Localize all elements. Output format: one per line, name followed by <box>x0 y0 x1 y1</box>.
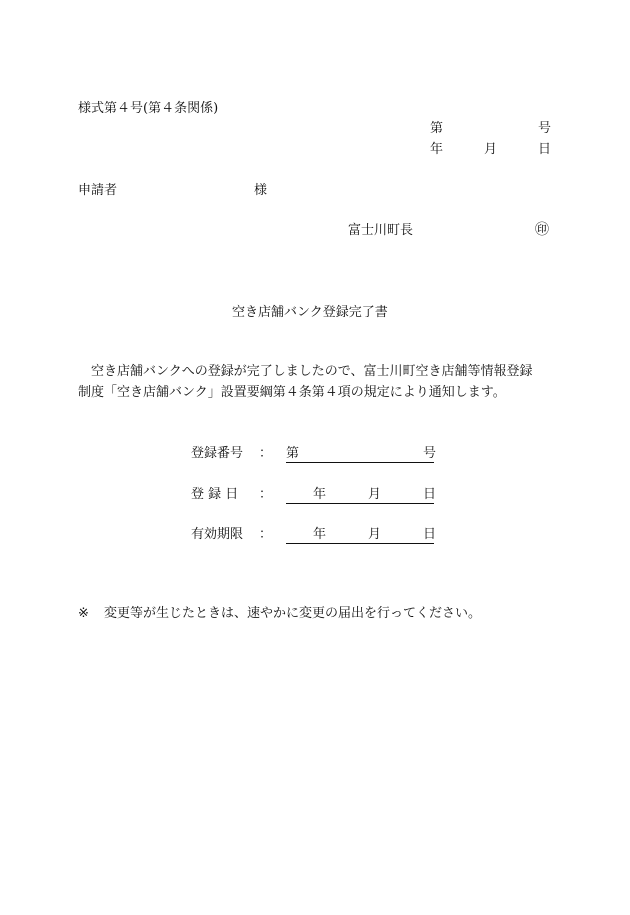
expiry-date-colon: ： <box>259 527 273 542</box>
registration-date-year: 年 <box>313 487 327 502</box>
registration-number-label: 登録番号 <box>191 446 244 461</box>
registration-date-label: 登 録 日 <box>191 487 239 502</box>
expiry-date-label: 有効期限 <box>191 527 244 542</box>
number-prefix: 第 <box>430 121 444 136</box>
date-year: 年 <box>430 142 444 157</box>
registration-date-day: 日 <box>423 487 437 502</box>
expiry-date-underline <box>286 543 434 544</box>
number-suffix: 号 <box>538 121 552 136</box>
note-text: 変更等が生じたときは、速やかに変更の届出を行ってください。 <box>104 606 482 621</box>
registration-number-prefix: 第 <box>286 446 300 461</box>
date-month: 月 <box>484 142 498 157</box>
date-day: 日 <box>538 142 552 157</box>
applicant-honorific: 様 <box>254 183 268 198</box>
issuer-title: 富士川町長 <box>348 223 414 238</box>
form-label: 様式第４号(第４条関係) <box>78 101 219 116</box>
applicant-label: 申請者 <box>78 183 118 198</box>
registration-date-underline <box>286 503 434 504</box>
body-line-2: 制度「空き店舗バンク」設置要綱第４条第４項の規定により通知します。 <box>78 385 506 400</box>
registration-date-month: 月 <box>368 487 382 502</box>
registration-date-colon: ： <box>259 487 273 502</box>
expiry-date-month: 月 <box>368 527 382 542</box>
seal-mark: ㊞ <box>535 222 549 238</box>
expiry-date-day: 日 <box>423 527 437 542</box>
expiry-date-year: 年 <box>313 527 327 542</box>
registration-number-suffix: 号 <box>423 446 437 461</box>
registration-number-colon: ： <box>259 446 273 461</box>
document-title: 空き店舗バンク登録完了書 <box>232 305 388 320</box>
body-line-1: 空き店舗バンクへの登録が完了しましたので、富士川町空き店舗等情報登録 <box>91 364 533 379</box>
note-mark: ※ <box>78 606 89 621</box>
registration-number-underline <box>286 462 434 463</box>
